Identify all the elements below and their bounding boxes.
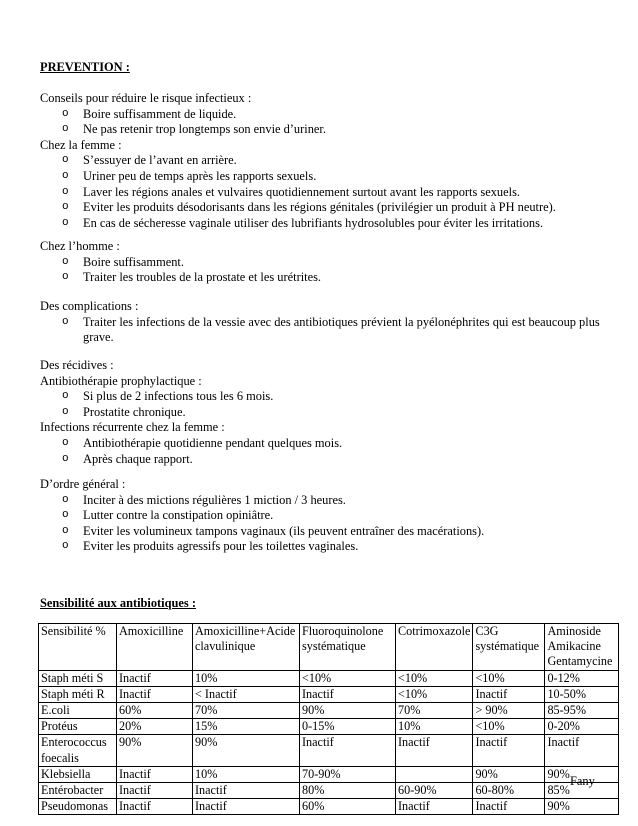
list-item: o Boire suffisamment.: [40, 255, 610, 271]
table-cell: 90%: [545, 766, 619, 782]
table-cell: Inactif: [300, 735, 396, 766]
general-list: [40, 493, 610, 555]
table-cell: 90%: [473, 766, 545, 782]
conseils-heading: Conseils pour réduire le risque infectieux :: [40, 91, 252, 105]
list-item: o Après chaque rapport.: [40, 452, 610, 468]
table-cell: 60-90%: [396, 783, 473, 799]
table-cell: <10%: [396, 670, 473, 686]
table-cell: <10%: [473, 719, 545, 735]
header-cell: C3G systématique: [473, 624, 545, 671]
femme-heading: Chez la femme :: [40, 137, 122, 152]
list-item: o Antibiothérapie quotidienne pendant quelques mois.: [40, 436, 610, 452]
general-heading: D’ordre général :: [40, 477, 126, 491]
list-item: o Ne pas retenir trop longtemps son envie d’uriner.: [40, 122, 610, 138]
recidives-heading: Des récidives :: [40, 358, 114, 372]
list-item: o Traiter les troubles de la prostate et les urétrites.: [40, 270, 610, 286]
recidives-block: [40, 358, 610, 467]
recurrentes-heading: Infections récurrente chez la femme :: [40, 420, 225, 435]
complications-heading: Des complications :: [40, 299, 139, 313]
table-cell: <10%: [300, 670, 396, 686]
table-row: [39, 783, 619, 799]
table-cell: <10%: [396, 686, 473, 702]
table-cell: 80%: [300, 783, 396, 799]
table-cell: 60%: [117, 703, 193, 719]
row-label: Protéus: [39, 719, 117, 735]
table-cell: 90%: [117, 735, 193, 766]
table-cell: 10%: [396, 719, 473, 735]
row-label: E.coli: [39, 703, 117, 719]
conseils-list: [40, 107, 610, 138]
antibio-list: [40, 389, 610, 420]
table-cell: 90%: [193, 735, 300, 766]
list-item: o Eviter les produits agressifs pour les toilettes vaginales.: [40, 539, 610, 555]
list-item: o Lutter contre la constipation opiniâtre.: [40, 508, 610, 524]
list-item: o Inciter à des mictions régulières 1 miction / 3 heures.: [40, 493, 610, 509]
list-item: o Si plus de 2 infections tous les 6 mois.: [40, 389, 610, 405]
table-cell: Inactif: [117, 670, 193, 686]
row-label: Entérobacter: [39, 783, 117, 799]
table-cell: > 90%: [473, 703, 545, 719]
header-cell: Amoxicilline+Acide clavulinique: [193, 624, 300, 671]
table-cell: Inactif: [545, 735, 619, 766]
table-cell: 20%: [117, 719, 193, 735]
table-row: [39, 799, 619, 815]
conseils-block: [40, 91, 610, 231]
header-cell: Cotrimoxazole: [396, 624, 473, 671]
table-cell: Inactif: [117, 783, 193, 799]
header-cell: Amoxicilline: [117, 624, 193, 671]
table-cell: 10%: [193, 766, 300, 782]
table-row: [39, 766, 619, 782]
list-item: o Prostatite chronique.: [40, 405, 610, 421]
table-row: [39, 703, 619, 719]
prevention-title: PREVENTION :: [40, 60, 130, 74]
table-cell: 85-95%: [545, 703, 619, 719]
table-cell: 0-12%: [545, 670, 619, 686]
table-cell: Inactif: [300, 686, 396, 702]
table-cell: Inactif: [473, 686, 545, 702]
prevention-section: [40, 60, 610, 76]
list-item: o Eviter les volumineux tampons vaginaux (ils peuvent entraîner des macérations).: [40, 524, 610, 540]
header-cell: Sensibilité %: [39, 624, 117, 671]
recurrentes-list: [40, 436, 610, 467]
table-cell: Inactif: [193, 783, 300, 799]
table-cell: 70%: [396, 703, 473, 719]
table-cell: Inactif: [117, 799, 193, 815]
antibio-heading: Antibiothérapie prophylactique :: [40, 373, 202, 388]
table-cell: 60-80%: [473, 783, 545, 799]
table-cell: 15%: [193, 719, 300, 735]
homme-heading: Chez l’homme :: [40, 239, 120, 253]
row-label: Enterococcus foecalis: [39, 735, 117, 766]
table-header-row: [39, 624, 619, 671]
table-cell: 70-90%: [300, 766, 396, 782]
complications-list: [40, 315, 610, 346]
row-label: Pseudomonas: [39, 799, 117, 815]
footer-author: Fany: [570, 774, 595, 788]
homme-list: [40, 255, 610, 286]
complications-block: [40, 299, 610, 346]
list-item: o Uriner peu de temps après les rapports sexuels.: [40, 169, 610, 185]
list-item: o En cas de sécheresse vaginale utiliser des lubrifiants hydrosolubles pour éviter les irritations.: [40, 216, 610, 232]
table-cell: 10-50%: [545, 686, 619, 702]
table-row: [39, 719, 619, 735]
row-label: Staph méti R: [39, 686, 117, 702]
table-cell: Inactif: [396, 735, 473, 766]
table-cell: 90%: [545, 799, 619, 815]
table-cell: 0-20%: [545, 719, 619, 735]
femme-list: [40, 153, 610, 231]
header-cell: Fluoroquinolone systématique: [300, 624, 396, 671]
table-row: [39, 670, 619, 686]
table-cell: Inactif: [396, 799, 473, 815]
table-cell: Inactif: [193, 799, 300, 815]
table-cell: 0-15%: [300, 719, 396, 735]
table-cell: [396, 766, 473, 782]
table-cell: 85%: [545, 783, 619, 799]
table-row: [39, 735, 619, 766]
table-cell: 10%: [193, 670, 300, 686]
general-block: [40, 477, 610, 555]
list-item: o Laver les régions anales et vulvaires quotidiennement surtout avant les rapports sexuels.: [40, 185, 610, 201]
header-cell: Aminoside Amikacine Gentamycine: [545, 624, 619, 671]
list-item: o Traiter les infections de la vessie avec des antibiotiques prévient la pyélonéphrites qui est beaucoup plus grave.: [40, 315, 603, 346]
row-label: Staph méti S: [39, 670, 117, 686]
list-item: o S’essuyer de l’avant en arrière.: [40, 153, 610, 169]
table-cell: 90%: [300, 703, 396, 719]
sensibilite-section: [40, 596, 610, 612]
table-cell: Inactif: [473, 799, 545, 815]
table-cell: < Inactif: [193, 686, 300, 702]
table-cell: 60%: [300, 799, 396, 815]
sensibilite-table: [38, 623, 619, 815]
table-cell: Inactif: [117, 766, 193, 782]
table-cell: Inactif: [117, 686, 193, 702]
row-label: Klebsiella: [39, 766, 117, 782]
list-item: o Eviter les produits désodorisants dans les régions génitales (privilégier un produit à PH neutre).: [40, 200, 610, 216]
table-cell: <10%: [473, 670, 545, 686]
list-item: o Boire suffisamment de liquide.: [40, 107, 610, 123]
table-row: [39, 686, 619, 702]
homme-block: [40, 239, 610, 286]
sensibilite-title: Sensibilité aux antibiotiques :: [40, 596, 196, 610]
table-cell: Inactif: [473, 735, 545, 766]
table-cell: 70%: [193, 703, 300, 719]
